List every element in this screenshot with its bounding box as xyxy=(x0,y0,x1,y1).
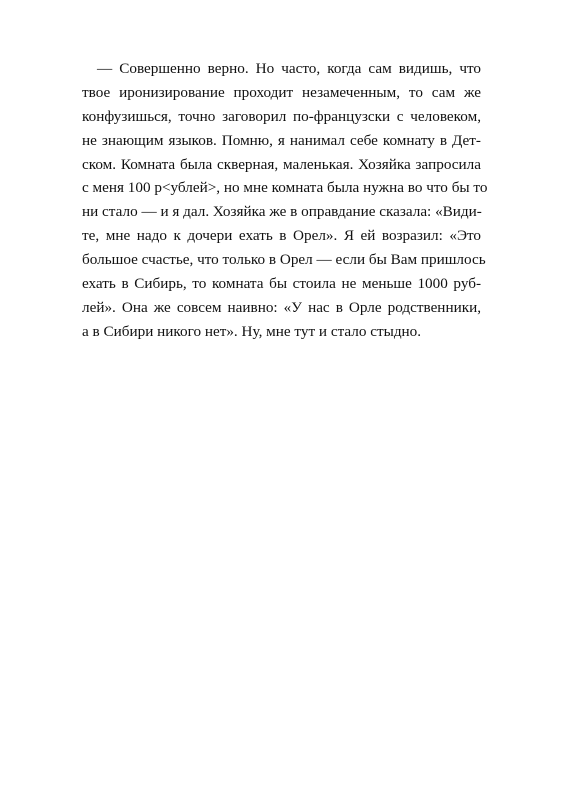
paragraph-line: не знающим языков. Помню, я нанимал себе комнату в Дет- xyxy=(82,131,481,149)
body-paragraph xyxy=(82,57,488,344)
paragraph-line: конфузишься, точно заговорил по-французски с человеком, xyxy=(82,107,481,125)
paragraph-line: ехать в Сибирь, то комната бы стоила не меньше 1000 руб- xyxy=(82,275,481,293)
paragraph-line: с меня 100 р<ублей>, но мне комната была нужна во что бы то xyxy=(82,179,488,197)
paragraph-line: большое счастье, что только в Орел — если бы Вам пришлось xyxy=(82,251,486,269)
paragraph-line: лей». Она же совсем наивно: «У нас в Орле родственники, xyxy=(82,298,481,316)
paragraph-line: те, мне надо к дочери ехать в Орел». Я ей возразил: «Это xyxy=(82,227,481,245)
paragraph-line: ни стало — и я дал. Хозяйка же в оправдание сказала: «Види- xyxy=(82,203,482,221)
paragraph-line: ском. Комната была скверная, маленькая. Хозяйка запросила xyxy=(82,155,481,173)
paragraph-line: твое иронизирование проходит незамеченным, то сам же xyxy=(82,83,481,101)
paragraph-line: — Совершенно верно. Но часто, когда сам видишь, что xyxy=(97,60,481,77)
paragraph-line: а в Сибири никого нет». Ну, мне тут и стало стыдно. xyxy=(82,322,422,340)
